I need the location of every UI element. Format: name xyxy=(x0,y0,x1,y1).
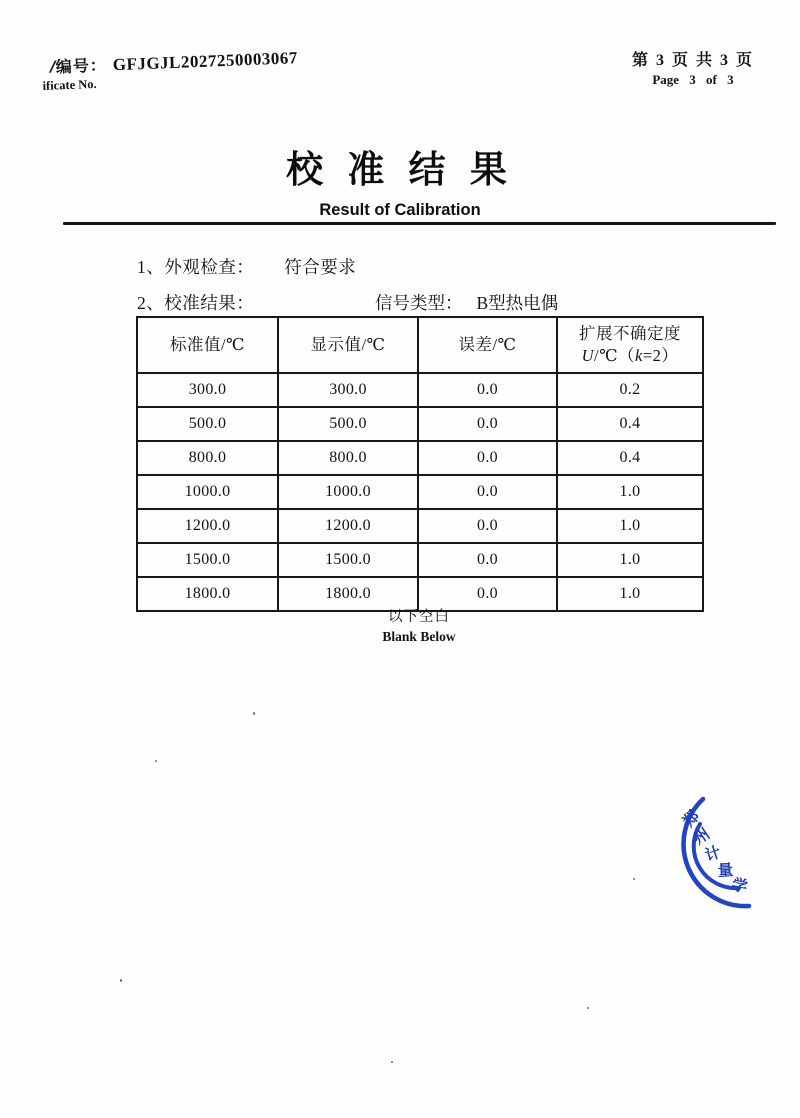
cell-error: 0.0 xyxy=(418,509,557,543)
certificate-number-value: GFJGJL2027250003067 xyxy=(112,48,299,75)
scan-speck xyxy=(253,712,255,715)
stamp-char: 量 xyxy=(717,861,734,880)
uncertainty-u: U xyxy=(581,346,594,365)
cell-error: 0.0 xyxy=(418,407,557,441)
table-row xyxy=(137,407,703,441)
uncertainty-k: k xyxy=(635,346,643,365)
scan-speck xyxy=(587,1007,589,1009)
table-row xyxy=(137,543,703,577)
pagination-en: Page 3 of 3 xyxy=(652,72,734,87)
blank-below-en: Blank Below xyxy=(382,629,456,644)
page-title-en: Result of Calibration xyxy=(319,201,481,219)
col-header-error: 误差/℃ xyxy=(418,317,557,373)
cell-uncertainty: 1.0 xyxy=(557,509,703,543)
cell-displayed: 1200.0 xyxy=(278,509,418,543)
cell-standard: 1500.0 xyxy=(137,543,278,577)
title-divider-rule xyxy=(63,222,776,225)
cell-standard: 1800.0 xyxy=(137,577,278,611)
signal-type-label: 信号类型： xyxy=(375,293,463,313)
stamp-char: 郑 xyxy=(680,807,704,831)
cell-error: 0.0 xyxy=(418,577,557,611)
cell-standard: 1200.0 xyxy=(137,509,278,543)
scan-speck xyxy=(633,878,635,880)
certificate-number-block xyxy=(42,45,299,94)
blank-below-note xyxy=(136,605,702,645)
cell-displayed: 1000.0 xyxy=(278,475,418,509)
cell-standard: 500.0 xyxy=(137,407,278,441)
cell-uncertainty: 1.0 xyxy=(557,475,703,509)
calibration-table xyxy=(136,316,704,612)
col-header-uncertainty xyxy=(557,317,703,373)
uncertainty-mid: /℃（ xyxy=(593,346,636,365)
cell-uncertainty: 0.4 xyxy=(557,407,703,441)
item-appearance-check xyxy=(137,254,356,279)
signal-type-block xyxy=(375,290,558,315)
signal-type-value: B型热电偶 xyxy=(476,293,559,313)
scan-speck xyxy=(391,1061,393,1063)
item1-value: 符合要求 xyxy=(284,257,357,277)
cell-displayed: 1500.0 xyxy=(278,543,418,577)
table-row xyxy=(137,441,703,475)
cell-error: 0.0 xyxy=(418,543,557,577)
cell-error: 0.0 xyxy=(418,373,557,407)
item1-label: 外观检查： xyxy=(164,257,255,277)
cell-uncertainty: 1.0 xyxy=(557,543,703,577)
cell-uncertainty: 1.0 xyxy=(557,577,703,611)
uncertainty-line1: 扩展不确定度 xyxy=(579,323,681,343)
cell-error: 0.0 xyxy=(418,475,557,509)
cell-uncertainty: 0.2 xyxy=(557,373,703,407)
certificate-number-label-cn: 编号： xyxy=(55,57,108,77)
col-header-standard-value: 标准值/℃ xyxy=(137,317,278,373)
official-stamp-partial xyxy=(650,776,800,922)
table-row xyxy=(137,475,703,509)
scan-cut-remnant xyxy=(43,60,57,73)
stamp-char: 学 xyxy=(730,876,749,897)
certificate-number-label-en: ificate No. xyxy=(42,76,97,93)
cell-standard: 300.0 xyxy=(137,373,278,407)
cell-displayed: 300.0 xyxy=(278,373,418,407)
scan-speck xyxy=(155,760,157,762)
item-calibration-result xyxy=(137,290,254,315)
col-header-displayed-value: 显示值/℃ xyxy=(278,317,418,373)
table-row xyxy=(137,509,703,543)
scan-speck xyxy=(120,979,122,982)
stamp-char: 州 xyxy=(690,825,714,849)
cell-standard: 800.0 xyxy=(137,441,278,475)
cell-displayed: 500.0 xyxy=(278,407,418,441)
table-header-row xyxy=(137,317,703,373)
cell-error: 0.0 xyxy=(418,441,557,475)
table-row xyxy=(137,373,703,407)
cell-uncertainty: 0.4 xyxy=(557,441,703,475)
item2-label: 校准结果： xyxy=(164,293,255,313)
blank-below-cn: 以下空白 xyxy=(388,609,450,625)
stamp-char: 计 xyxy=(702,843,723,865)
cell-displayed: 1800.0 xyxy=(278,577,418,611)
uncertainty-post: =2） xyxy=(642,346,679,365)
page-title-cn: 校 准 结 果 xyxy=(286,149,514,190)
calibration-table-wrap xyxy=(136,316,702,612)
item1-index: 1、 xyxy=(137,257,165,277)
item2-index: 2、 xyxy=(137,293,165,313)
pagination-block xyxy=(618,47,768,88)
pagination-cn: 第 3 页 共 3 页 xyxy=(631,52,754,69)
title-block xyxy=(0,139,800,220)
cell-standard: 1000.0 xyxy=(137,475,278,509)
cell-displayed: 800.0 xyxy=(278,441,418,475)
